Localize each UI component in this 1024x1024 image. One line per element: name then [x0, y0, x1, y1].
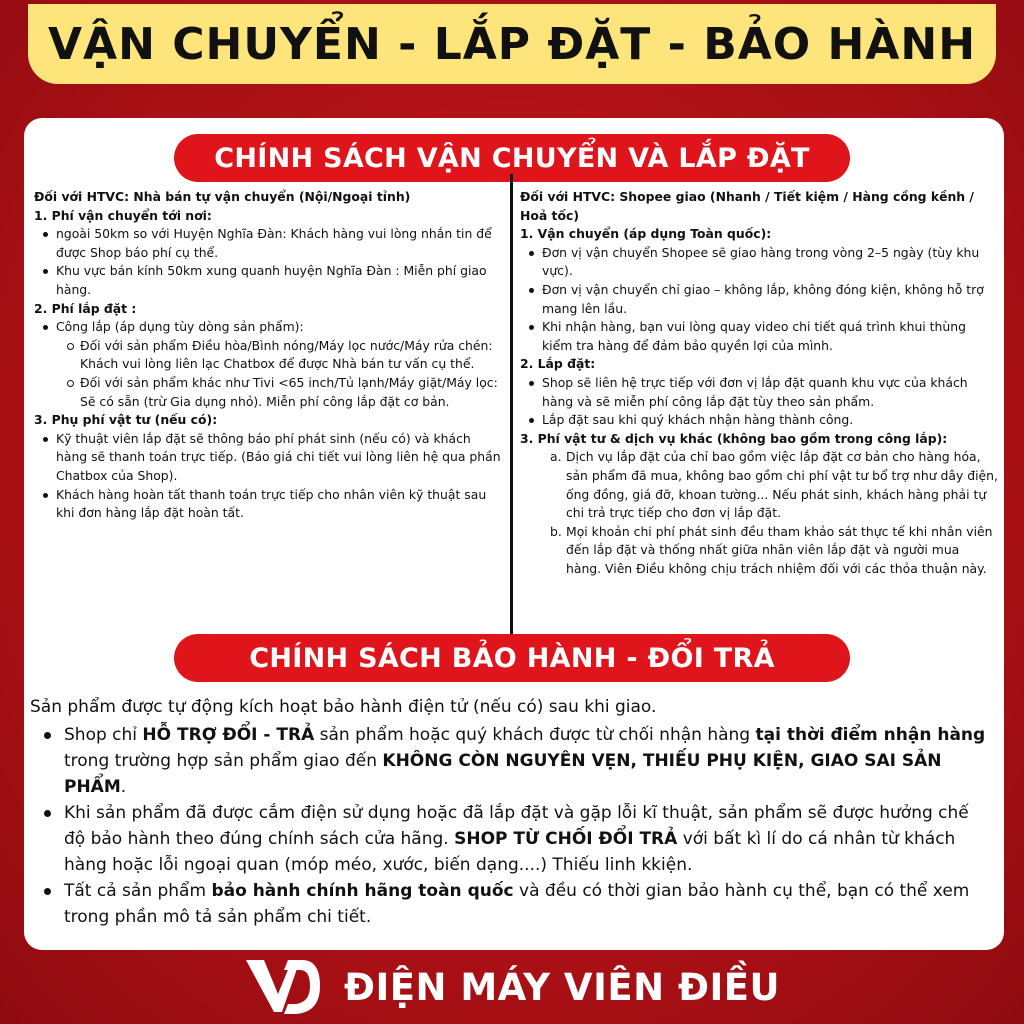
- text-run: .: [120, 777, 127, 797]
- right-column-title: Đối với HTVC: Shopee giao (Nhanh / Tiết kiệm / Hàng cồng kềnh / Hoả tốc): [520, 189, 974, 223]
- right-section-3-list: [520, 448, 998, 578]
- right-section-3-title: 3. Phí vật tư & dịch vụ khác (không bao gồm trong công lắp):: [520, 430, 948, 446]
- right-section-1-title: 1. Vận chuyển (áp dụng Toàn quốc):: [520, 226, 772, 242]
- warranty-list: [30, 722, 990, 930]
- left-section-3-title: 3. Phụ phí vật tư (nếu có):: [34, 412, 218, 428]
- list-item: Khách hàng hoàn tất thanh toán trực tiếp cho nhân viên kỹ thuật sau khi đơn hàng lắp đặt hoàn tất.: [34, 486, 504, 523]
- footer: [0, 950, 1024, 1024]
- left-section-1-title: 1. Phí vận chuyển tới nơi:: [34, 207, 212, 223]
- list-item: Lắp đặt sau khi quý khách nhận hàng thành công.: [520, 411, 998, 430]
- shipping-left-column: [34, 188, 504, 523]
- list-item: [30, 722, 990, 800]
- list-item: Đơn vị vận chuyển chỉ giao – không lắp, không đóng kiện, không hỗ trợ mang lên lầu.: [520, 281, 998, 318]
- lettered-list-item: [520, 448, 998, 522]
- list-marker: a.: [550, 449, 562, 465]
- right-section-2-title: 2. Lắp đặt:: [520, 356, 596, 372]
- policy-card: [24, 118, 1004, 950]
- list-item: [30, 878, 990, 930]
- list-item-text: Mọi khoản chi phí phát sinh đều tham khảo sát thực tế khi nhân viên đến lắp đặt và thống nhất giữa nhân viên lắp đặt và người mua hàng. Viên Điều không chịu trách nhiệm đối với các thỏa thuận này.: [566, 523, 993, 576]
- text-run: và đều có thời gian bảo hành cụ thể, bạn có thể xem trong phần mô tả sản phẩm chi tiết.: [64, 881, 970, 927]
- lettered-list-item: [520, 523, 998, 579]
- text-run: sản phẩm hoặc quý khách được từ chối nhận hàng: [314, 725, 756, 745]
- shipping-right-column: [520, 188, 998, 578]
- shipping-heading: CHÍNH SÁCH VẬN CHUYỂN VÀ LẮP ĐẶT: [214, 142, 810, 174]
- list-item: Shop sẽ liên hệ trực tiếp với đơn vị lắp đặt quanh khu vực của khách hàng và sẽ miễn phí công lắp đặt tùy theo sản phẩm.: [520, 374, 998, 411]
- left-section-1-list: [34, 225, 504, 299]
- sub-list-item: Đối với sản phẩm khác như Tivi <65 inch/Tủ lạnh/Máy giặt/Máy lọc: Sẽ có sẵn (trừ Gia dụng nhỏ). Miễn phí công lắp đặt cơ bản.: [34, 374, 504, 411]
- column-divider: [510, 174, 513, 636]
- bold-run: bảo hành chính hãng toàn quốc: [211, 881, 514, 901]
- warranty-heading: CHÍNH SÁCH BẢO HÀNH - ĐỔI TRẢ: [249, 642, 775, 674]
- warranty-heading-pill: [174, 634, 850, 682]
- right-section-1-list: [520, 244, 998, 356]
- left-section-2-title: 2. Phí lắp đặt :: [34, 300, 137, 316]
- top-banner: [28, 4, 996, 84]
- bold-run: KHÔNG CÒN NGUYÊN VẸN, THIẾU PHỤ KIỆN, GIAO SAI SẢN PHẨM: [64, 751, 942, 797]
- list-item: Khu vực bán kính 50km xung quanh huyện Nghĩa Đàn : Miễn phí giao hàng.: [34, 262, 504, 299]
- list-item: [30, 800, 990, 878]
- text-run: Tất cả sản phẩm: [64, 881, 212, 901]
- left-section-3-list: [34, 430, 504, 523]
- text-run: trong trường hợp sản phẩm giao đến: [64, 751, 383, 771]
- list-item: ngoài 50km so với Huyện Nghĩa Đàn: Khách hàng vui lòng nhắn tin để được Shop báo phí cụ thể.: [34, 225, 504, 262]
- warranty-body: [30, 694, 990, 930]
- page-title: VẬN CHUYỂN - LẮP ĐẶT - BẢO HÀNH: [47, 18, 977, 70]
- text-run: Shop chỉ: [64, 725, 143, 745]
- list-item-text: Dịch vụ lắp đặt của chỉ bao gồm việc lắp đặt cơ bản cho hàng hóa, sản phẩm đã mua, không bao gồm chi phí vật tư bổ trợ như dây điện, ống đồng, giá đỡ, khoan tường... Nếu phát sinh, khách hàng phải tự chi trả trực tiếp cho đơn vị lắp đặt.: [566, 449, 998, 521]
- left-column-title: Đối với HTVC: Nhà bán tự vận chuyển (Nội/Ngoại tỉnh): [34, 189, 411, 204]
- brand-name: ĐIỆN MÁY VIÊN ĐIỀU: [343, 965, 781, 1009]
- left-section-2-list: [34, 318, 504, 411]
- sub-list-item: Đối với sản phẩm Điều hòa/Bình nóng/Máy lọc nước/Máy rửa chén: Khách vui lòng liên lạc Chatbox để được Nhà bán tư vấn cụ thể.: [34, 337, 504, 374]
- vd-logo-icon: [244, 956, 322, 1018]
- warranty-intro: Sản phẩm được tự động kích hoạt bảo hành điện tử (nếu có) sau khi giao.: [30, 697, 657, 717]
- text-run: Khi sản phẩm đã được cắm điện sử dụng hoặc đã lắp đặt và gặp lỗi kĩ thuật, sản phẩm sẽ được hưởng chế độ bảo hành theo đúng chính sách cửa hãng.: [64, 803, 969, 849]
- list-item: Công lắp (áp dụng tùy dòng sản phẩm):: [34, 318, 504, 337]
- list-item: Khi nhận hàng, bạn vui lòng quay video chi tiết quá trình khui thùng kiểm tra hàng để đảm bảo quyền lợi của mình.: [520, 318, 998, 355]
- bold-run: SHOP TỪ CHỐI ĐỔI TRẢ: [454, 829, 678, 849]
- list-item: Đơn vị vận chuyển Shopee sẽ giao hàng trong vòng 2–5 ngày (tùy khu vực).: [520, 244, 998, 281]
- bold-run: HỖ TRỢ ĐỔI - TRẢ: [142, 725, 315, 745]
- bold-run: tại thời điểm nhận hàng: [755, 725, 986, 745]
- list-item: Kỹ thuật viên lắp đặt sẽ thông báo phí phát sinh (nếu có) và khách hàng sẽ thanh toán trực tiếp. (Báo giá chi tiết vui lòng liên hệ qua phần Chatbox của Shop).: [34, 430, 504, 486]
- text-run: với bất kì lí do cá nhân từ khách hàng hoặc lỗi ngoại quan (móp méo, xước, biến dạng....) Thiếu linh kkiện.: [64, 829, 956, 875]
- list-marker: b.: [550, 523, 562, 539]
- right-section-2-list: [520, 374, 998, 430]
